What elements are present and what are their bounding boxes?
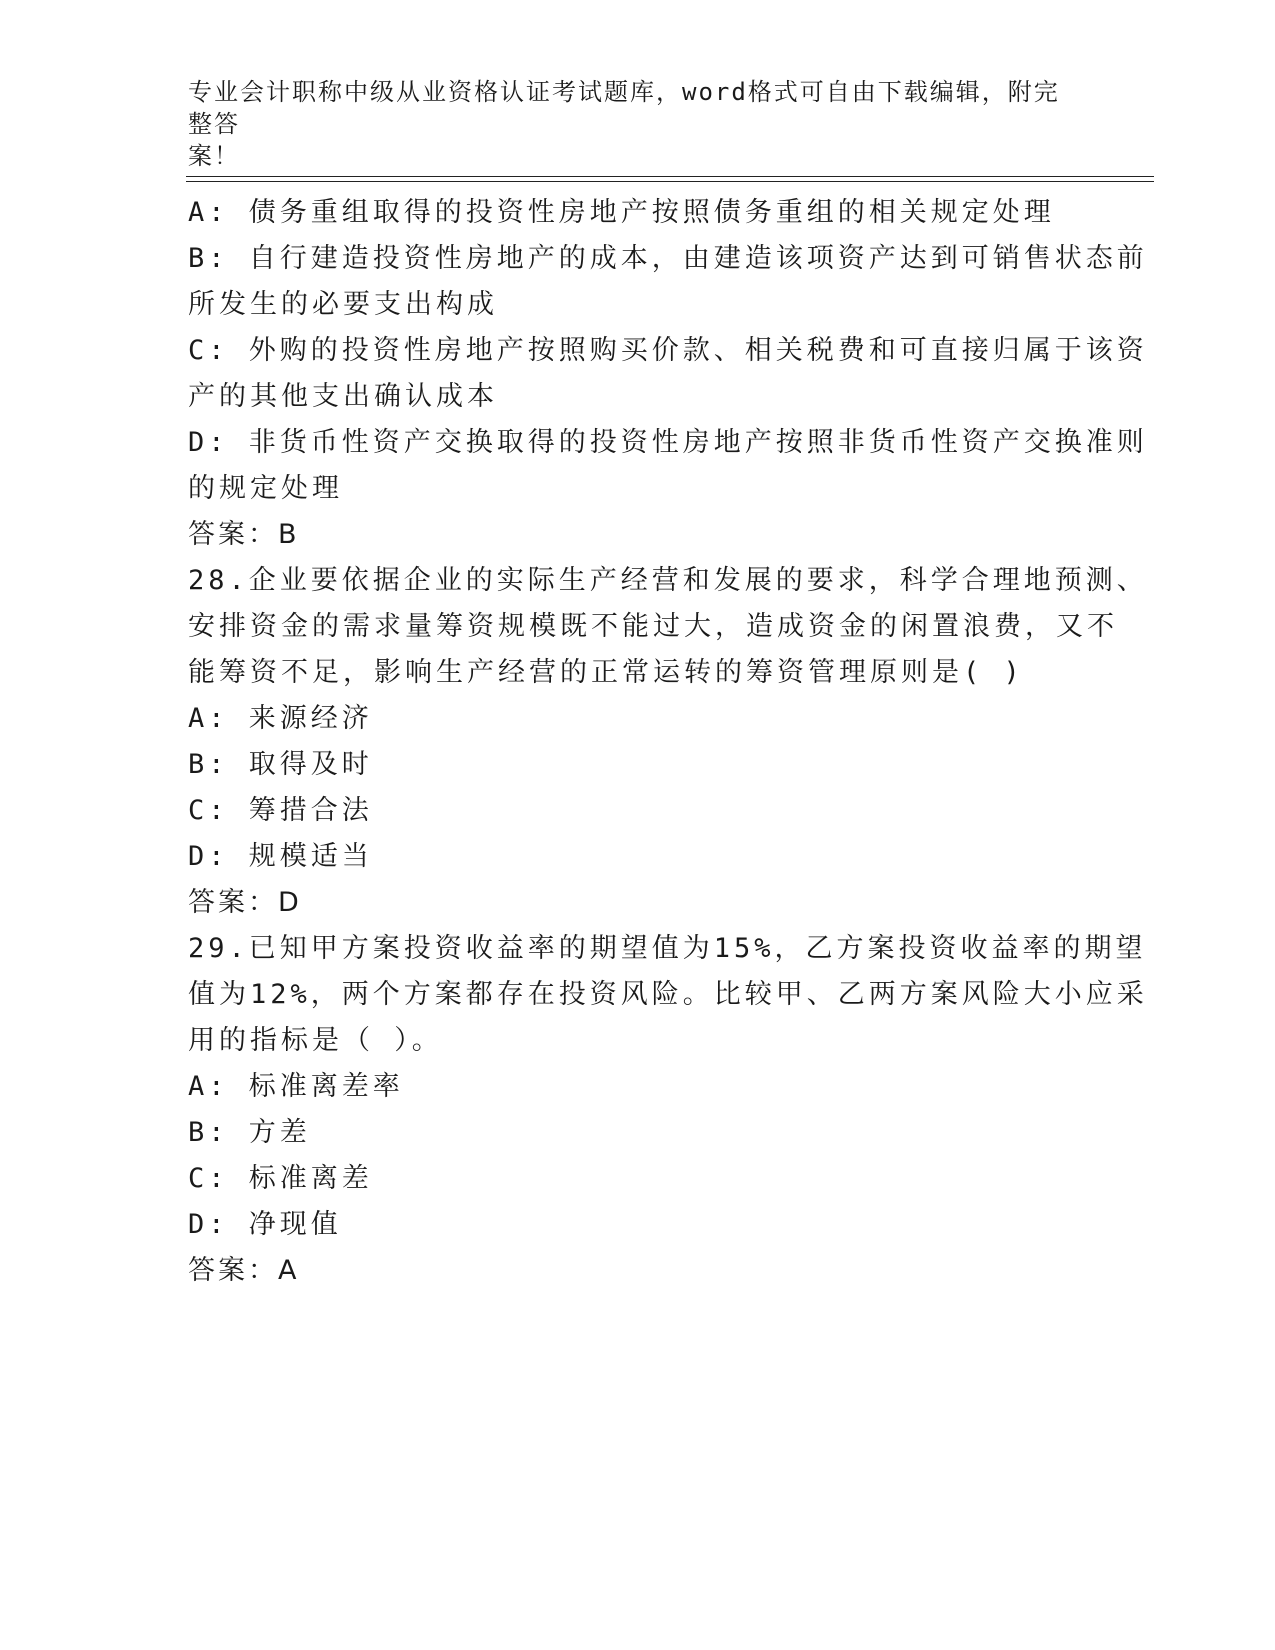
option-a: A: 来源经济 [188, 703, 373, 734]
option-d: D: 规模适当 [188, 841, 373, 872]
question-stem-line-3: 能筹资不足，影响生产经营的正常运转的筹资管理原则是( ) [188, 657, 1024, 688]
question-stem-line-1: 29.已知甲方案投资收益率的期望值为15%，乙方案投资收益率的期望 [188, 933, 1147, 964]
header-line-1: 专业会计职称中级从业资格认证考试题库，word格式可自由下载编辑，附完整答 [188, 78, 1060, 138]
question-content [188, 190, 1148, 1294]
option-c: C: 筹措合法 [188, 795, 373, 826]
header-divider-bottom [186, 181, 1154, 182]
answer-label: 答案：A [188, 1255, 300, 1286]
header-line-2: 案！ [188, 142, 240, 170]
option-d-line-2: 的规定处理 [188, 473, 343, 504]
option-c-line-2: 产的其他支出确认成本 [188, 381, 498, 412]
option-a: A: 债务重组取得的投资性房地产按照债务重组的相关规定处理 [188, 197, 1055, 228]
answer-label: 答案：D [188, 887, 302, 918]
question-stem-line-2: 安排资金的需求量筹资规模既不能过大，造成资金的闲置浪费，又不 [188, 611, 1118, 642]
option-c: C: 标准离差 [188, 1163, 373, 1194]
option-b: B: 取得及时 [188, 749, 373, 780]
option-b-line-1: B: 自行建造投资性房地产的成本，由建造该项资产达到可销售状态前 [188, 243, 1148, 274]
question-27-block [188, 190, 1148, 558]
option-c-line-1: C: 外购的投资性房地产按照购买价款、相关税费和可直接归属于该资 [188, 335, 1148, 366]
question-28-block [188, 558, 1148, 926]
document-header [188, 76, 1068, 172]
question-stem-line-3: 用的指标是（ ）。 [188, 1025, 443, 1056]
answer-label: 答案：B [188, 519, 300, 550]
option-a: A: 标准离差率 [188, 1071, 404, 1102]
question-29-block [188, 926, 1148, 1294]
header-divider-top [186, 176, 1154, 177]
question-stem-line-2: 值为12%，两个方案都存在投资风险。比较甲、乙两方案风险大小应采 [188, 979, 1148, 1010]
option-d: D: 净现值 [188, 1209, 342, 1240]
question-stem-line-1: 28.企业要依据企业的实际生产经营和发展的要求，科学合理地预测、 [188, 565, 1148, 596]
option-d-line-1: D: 非货币性资产交换取得的投资性房地产按照非货币性资产交换准则 [188, 427, 1148, 458]
option-b: B: 方差 [188, 1117, 311, 1148]
option-b-line-2: 所发生的必要支出构成 [188, 289, 498, 320]
